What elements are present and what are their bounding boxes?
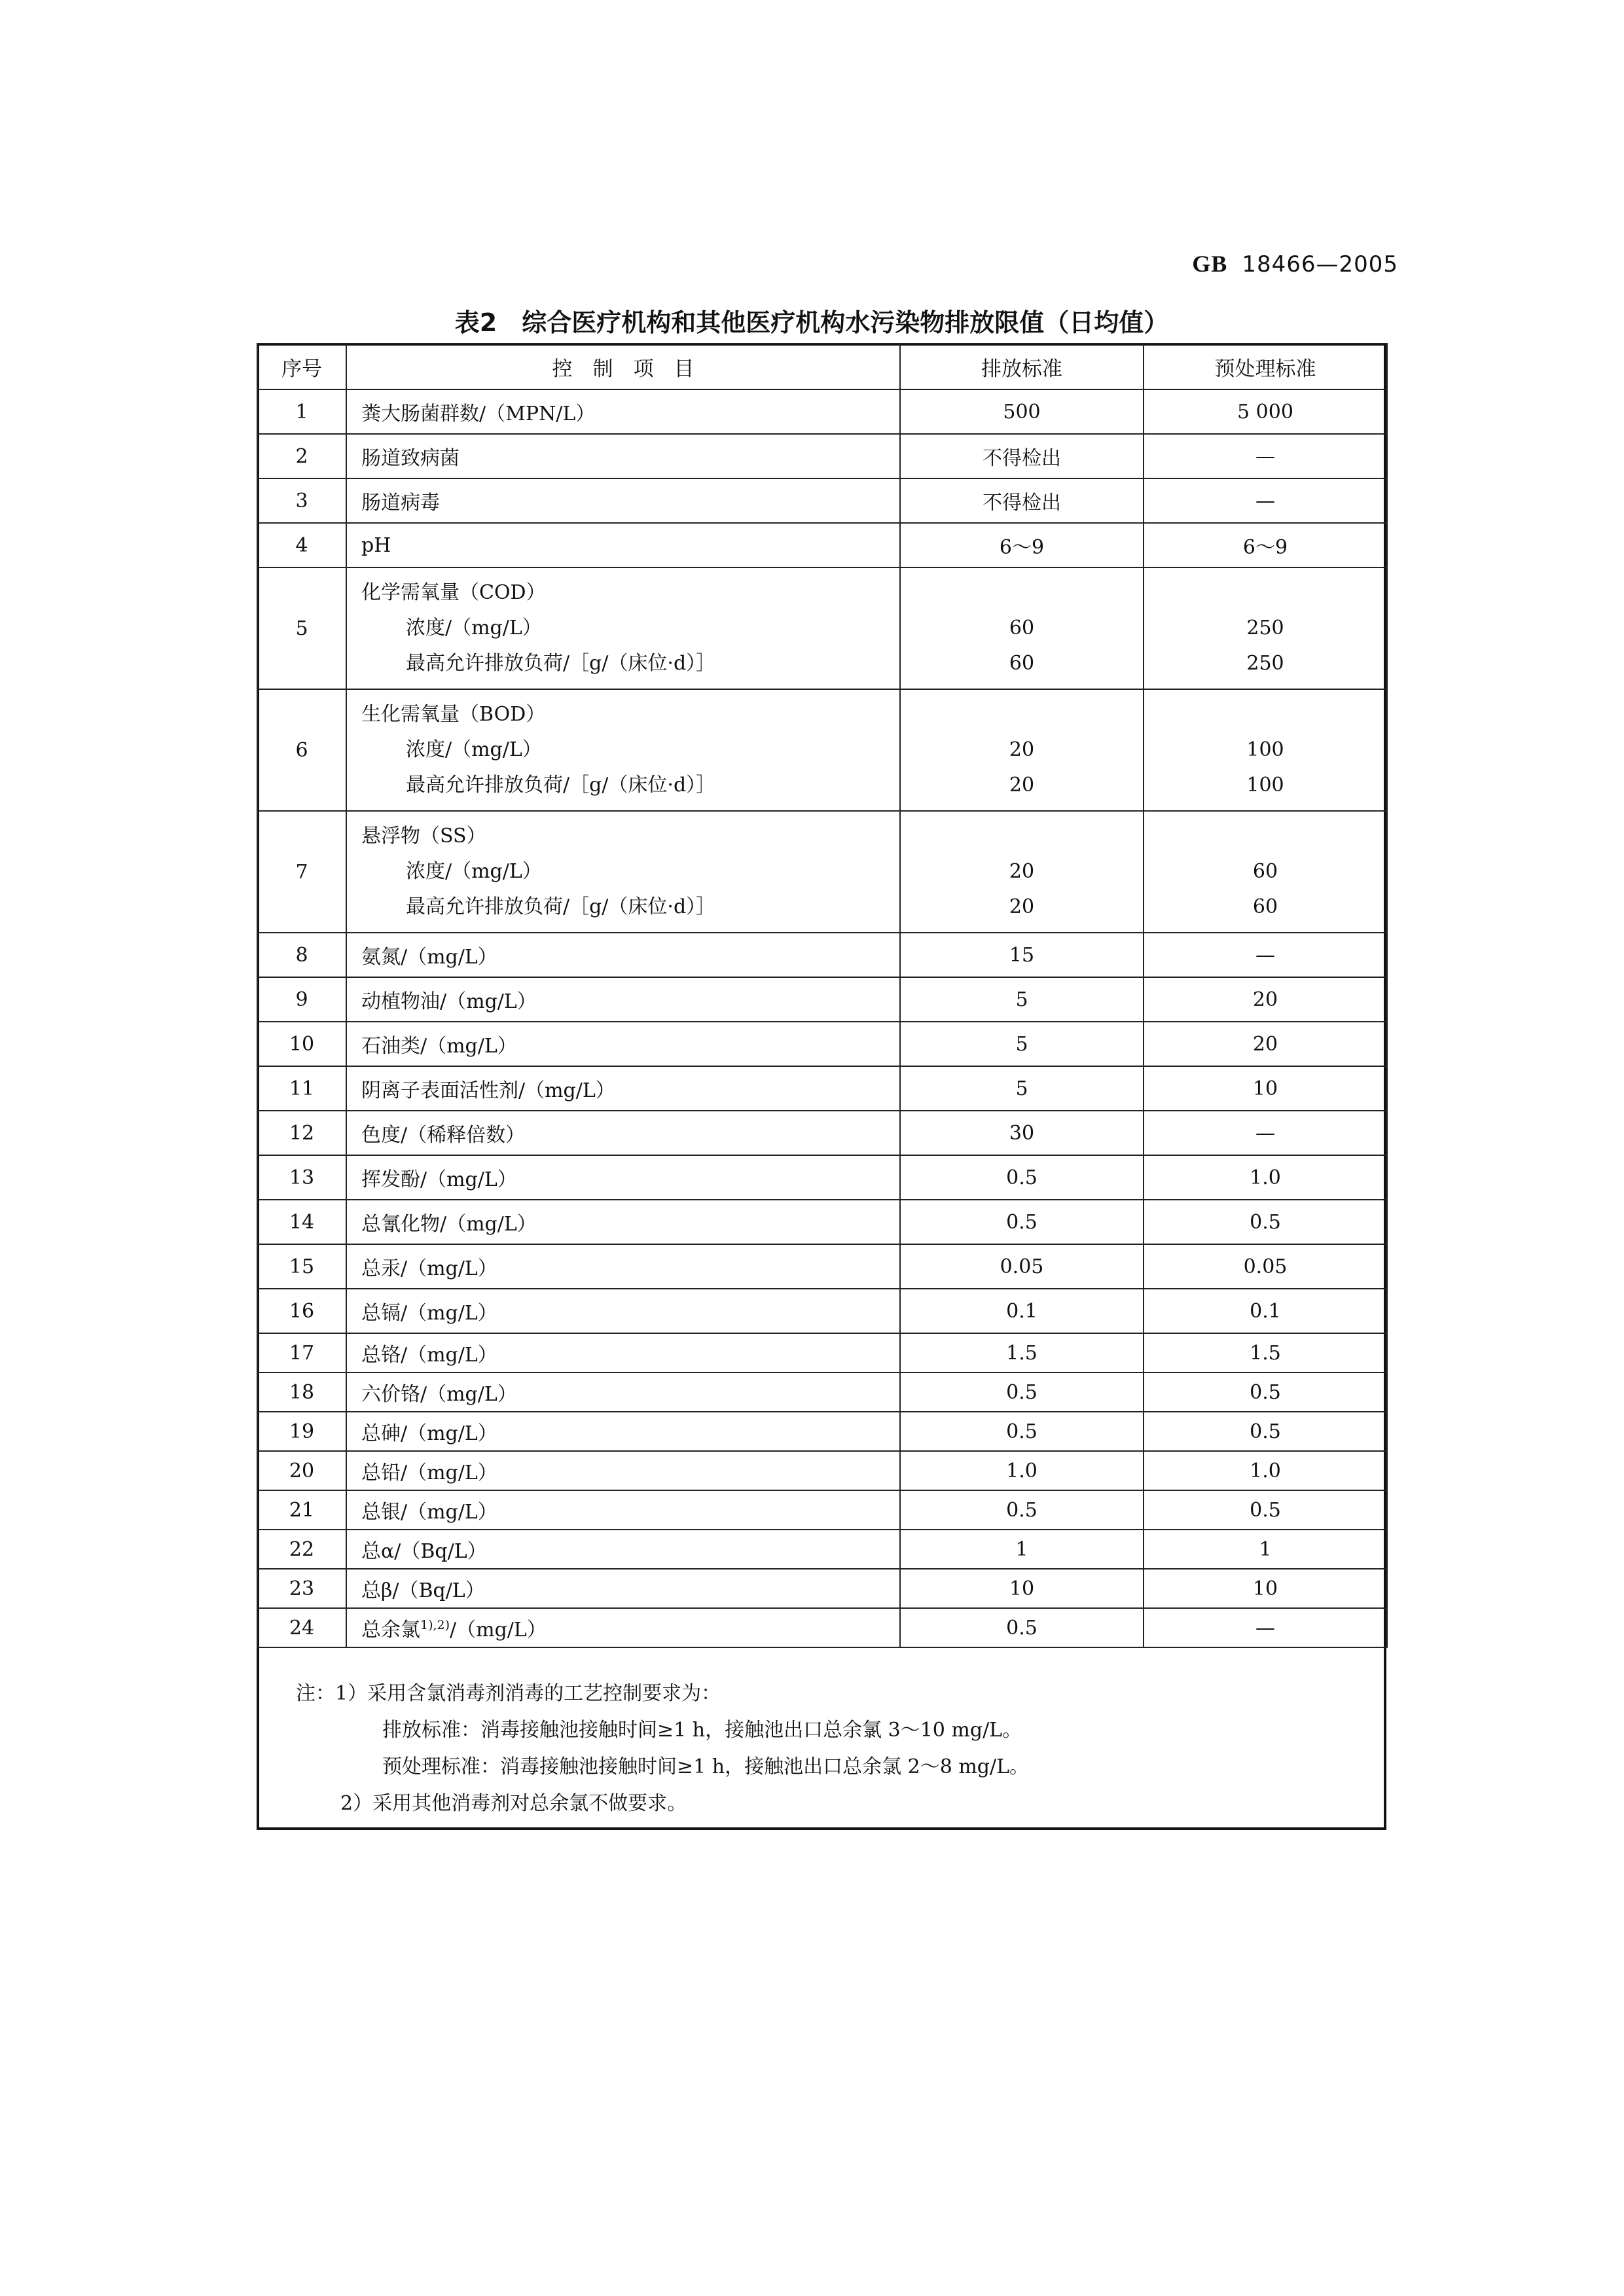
row-item-sub-load: 最高允许排放负荷/［g/（床位·d）］ [406,652,716,675]
row-number: 2 [257,434,346,478]
row-pretreat-value: 0.5 [1144,1200,1387,1244]
row-item: 色度/（稀释倍数） [346,1111,900,1155]
table-row [257,933,1387,977]
row-item: 氨氮/（mg/L） [346,933,900,977]
row-number: 3 [257,478,346,523]
row-discharge-value: 1 [900,1530,1144,1569]
row-item: 总铬/（mg/L） [346,1333,900,1372]
row-pretreat-value: 1 [1144,1530,1387,1569]
row-pretreat-value: 0.5 [1144,1372,1387,1412]
row-pretreat-concentration: 100 [1246,738,1284,761]
row-pretreat-value: — [1144,933,1387,977]
row-item-unit: /（mg/L） [450,1619,547,1641]
row-number: 6 [257,689,346,811]
row-discharge-value: 0.5 [900,1372,1144,1412]
row-discharge-value: 0.1 [900,1289,1144,1333]
row-number: 14 [257,1200,346,1244]
row-item: 粪大肠菌群数/（MPN/L） [346,389,900,434]
row-pretreat-value: 0.5 [1144,1490,1387,1530]
note-line-1: 注：1）采用含氯消毒剂消毒的工艺控制要求为： [296,1682,721,1705]
row-number: 23 [257,1569,346,1608]
row-item: 阴离子表面活性剂/（mg/L） [346,1066,900,1111]
row-number: 21 [257,1490,346,1530]
row-discharge-value: 不得检出 [900,478,1144,523]
row-number: 18 [257,1372,346,1412]
row-number: 10 [257,1022,346,1066]
note-line-2: 排放标准：消毒接触池接触时间≥1 h，接触池出口总余氯 3～10 mg/L。 [382,1719,1022,1742]
row-pretreat-values [1144,689,1387,811]
row-discharge-value: 1.0 [900,1451,1144,1490]
table-title: 表2 综合医疗机构和其他医疗机构水污染物排放限值（日均值） [454,308,1169,337]
table-row [257,1451,1387,1490]
row-number: 20 [257,1451,346,1490]
row-item: 六价铬/（mg/L） [346,1372,900,1412]
row-discharge-concentration: 20 [1009,738,1035,761]
row-pretreat-value: 1.0 [1144,1451,1387,1490]
row-discharge-value: 5 [900,1066,1144,1111]
row-discharge-value: 5 [900,1022,1144,1066]
row-item-main: 悬浮物（SS） [361,825,486,848]
row-pretreat-value: — [1144,1608,1387,1647]
col-header-item: 控 制 项 目 [346,344,900,389]
table-row [257,977,1387,1022]
row-item: 总β/（Bq/L） [346,1569,900,1608]
row-item-main: 总余氯 [361,1619,420,1641]
standard-number: 18466—2005 [1242,251,1398,278]
row-discharge-value: 0.5 [900,1412,1144,1451]
row-pretreat-load: 60 [1252,895,1278,918]
row-discharge-value: 15 [900,933,1144,977]
row-number: 22 [257,1530,346,1569]
row-discharge-value: 30 [900,1111,1144,1155]
row-discharge-value: 1.5 [900,1333,1144,1372]
row-item [346,689,900,811]
row-pretreat-value: 20 [1144,1022,1387,1066]
row-discharge-value: 0.05 [900,1244,1144,1289]
row-item: 总砷/（mg/L） [346,1412,900,1451]
table-notes [296,1676,1343,1822]
table-row [257,523,1387,567]
row-item: 总α/（Bq/L） [346,1530,900,1569]
row-number: 11 [257,1066,346,1111]
row-item [346,1608,900,1647]
row-discharge-value: 0.5 [900,1155,1144,1200]
emission-limits-table [257,343,1388,1648]
row-number: 16 [257,1289,346,1333]
table-row [257,1066,1387,1111]
row-item: 肠道致病菌 [346,434,900,478]
row-discharge-values [900,689,1144,811]
table-header-row [257,344,1387,389]
row-number: 8 [257,933,346,977]
row-pretreat-value: 1.5 [1144,1333,1387,1372]
row-item-sub-load: 最高允许排放负荷/［g/（床位·d）］ [406,895,716,918]
row-discharge-value: 0.5 [900,1490,1144,1530]
table-row [257,1490,1387,1530]
row-pretreat-values [1144,811,1387,933]
row-number: 19 [257,1412,346,1451]
row-pretreat-values [1144,567,1387,689]
row-pretreat-value: — [1144,1111,1387,1155]
note-line-3: 预处理标准：消毒接触池接触时间≥1 h，接触池出口总余氯 2～8 mg/L。 [382,1755,1030,1778]
row-number: 17 [257,1333,346,1372]
row-number: 4 [257,523,346,567]
row-number: 7 [257,811,346,933]
row-discharge-load: 20 [1009,895,1035,918]
row-number: 24 [257,1608,346,1647]
row-item: 总铅/（mg/L） [346,1451,900,1490]
table-row [257,1569,1387,1608]
row-pretreat-value: — [1144,478,1387,523]
row-item: 总银/（mg/L） [346,1490,900,1530]
row-item: 石油类/（mg/L） [346,1022,900,1066]
row-item: 总汞/（mg/L） [346,1244,900,1289]
table-row [257,434,1387,478]
table-row-multiline [257,567,1387,689]
table-row [257,1608,1387,1647]
row-discharge-load: 20 [1009,774,1035,797]
row-pretreat-concentration: 250 [1246,617,1284,639]
table-row [257,1289,1387,1333]
row-item-sub-concentration: 浓度/（mg/L） [406,617,542,639]
row-pretreat-value: 6～9 [1144,523,1387,567]
row-pretreat-load: 100 [1246,774,1284,797]
table-row [257,1412,1387,1451]
row-pretreat-value: 1.0 [1144,1155,1387,1200]
row-pretreat-value: — [1144,434,1387,478]
row-item [346,811,900,933]
table-row [257,1244,1387,1289]
row-discharge-concentration: 60 [1009,617,1035,639]
table-row [257,1372,1387,1412]
row-discharge-values [900,567,1144,689]
row-discharge-value: 不得检出 [900,434,1144,478]
table-row [257,1333,1387,1372]
row-item [346,567,900,689]
row-discharge-value: 5 [900,977,1144,1022]
table-row-multiline [257,689,1387,811]
row-item-main: 生化需氧量（BOD） [361,703,546,726]
table-row [257,1022,1387,1066]
table-row [257,1111,1387,1155]
standard-prefix: GB [1192,251,1228,277]
row-pretreat-value: 0.1 [1144,1289,1387,1333]
table-row [257,1530,1387,1569]
row-discharge-values [900,811,1144,933]
row-number: 15 [257,1244,346,1289]
table-row [257,389,1387,434]
row-pretreat-value: 0.5 [1144,1412,1387,1451]
row-pretreat-concentration: 60 [1252,860,1278,883]
row-item: pH [346,523,900,567]
row-discharge-value: 10 [900,1569,1144,1608]
note-line-4: 2）采用其他消毒剂对总余氯不做要求。 [340,1792,687,1815]
table-row [257,478,1387,523]
row-number: 9 [257,977,346,1022]
table-row-multiline [257,811,1387,933]
col-header-discharge: 排放标准 [900,344,1144,389]
row-item-sub-concentration: 浓度/（mg/L） [406,738,542,761]
row-number: 12 [257,1111,346,1155]
row-pretreat-value: 0.05 [1144,1244,1387,1289]
row-pretreat-value: 10 [1144,1066,1387,1111]
row-item: 挥发酚/（mg/L） [346,1155,900,1200]
col-header-no: 序号 [257,344,346,389]
row-item: 肠道病毒 [346,478,900,523]
row-number: 13 [257,1155,346,1200]
row-number: 1 [257,389,346,434]
row-item-main: 化学需氧量（COD） [361,581,546,604]
table-row [257,1155,1387,1200]
row-pretreat-value: 5 000 [1144,389,1387,434]
row-discharge-concentration: 20 [1009,860,1035,883]
row-discharge-load: 60 [1009,652,1035,675]
row-item: 动植物油/（mg/L） [346,977,900,1022]
row-discharge-value: 0.5 [900,1608,1144,1647]
row-discharge-value: 500 [900,389,1144,434]
row-item-sub-load: 最高允许排放负荷/［g/（床位·d）］ [406,774,716,797]
row-number: 5 [257,567,346,689]
row-item: 总镉/（mg/L） [346,1289,900,1333]
row-pretreat-value: 10 [1144,1569,1387,1608]
row-item-sub-concentration: 浓度/（mg/L） [406,860,542,883]
table-row [257,1200,1387,1244]
row-pretreat-value: 20 [1144,977,1387,1022]
row-discharge-value: 6～9 [900,523,1144,567]
standard-code [1165,250,1398,278]
row-pretreat-load: 250 [1246,652,1284,675]
row-item: 总氰化物/（mg/L） [346,1200,900,1244]
col-header-pretreat: 预处理标准 [1144,344,1387,389]
footnote-ref: 1),2) [420,1618,450,1632]
row-discharge-value: 0.5 [900,1200,1144,1244]
